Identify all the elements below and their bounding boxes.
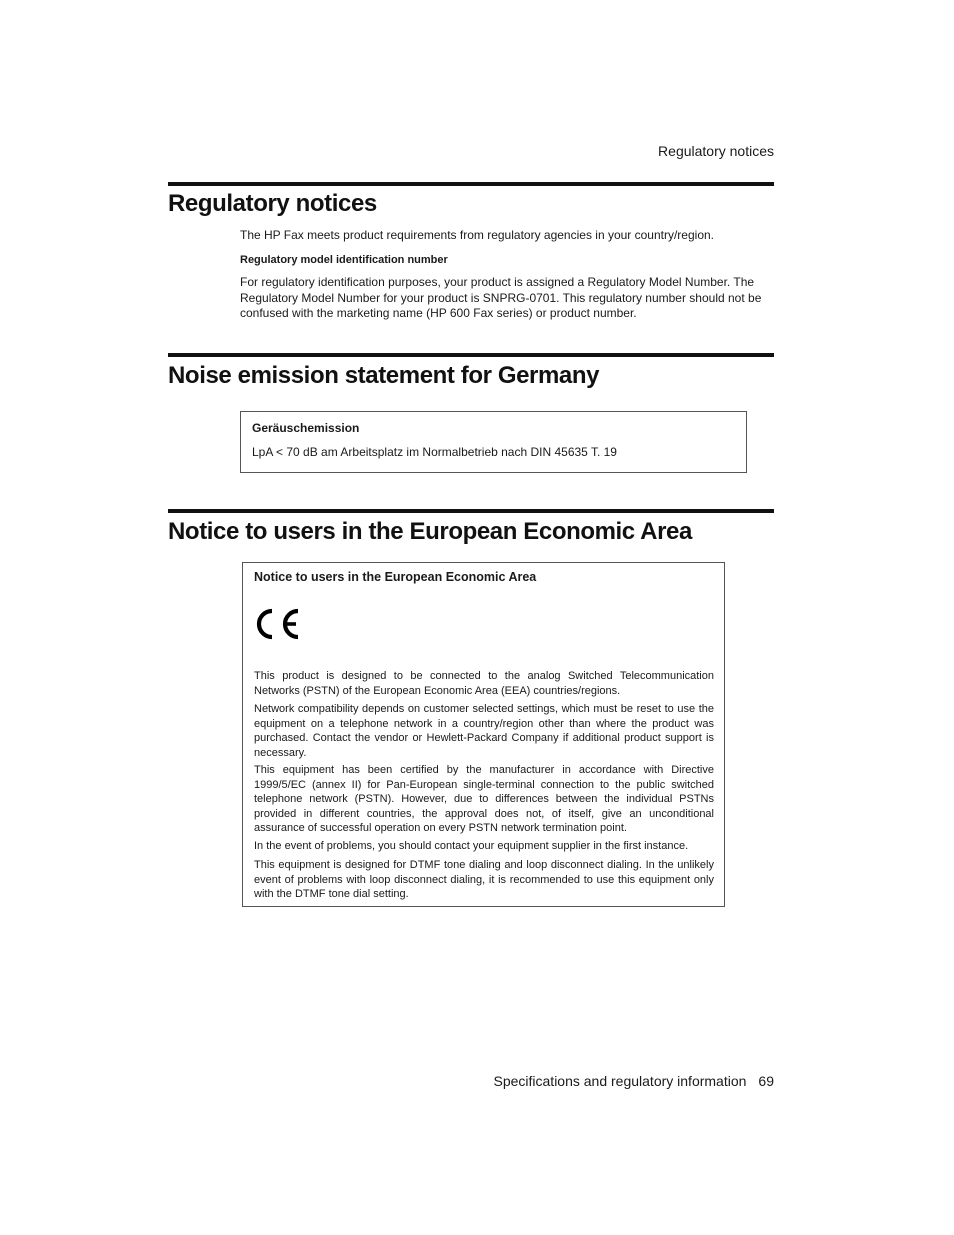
eea-paragraph: In the event of problems, you should contact your equipment supplier in the first instance. — [254, 840, 689, 852]
section-title-regulatory: Regulatory notices — [168, 190, 377, 217]
eea-paragraph: Network compatibility depends on customer selected settings, which must be reset to use the equipment on a telephone network in a country/region other than where the product was purchased. Contact the vendor or Hewlett-Packard Company if additional product support is necessary. — [254, 703, 714, 759]
section-rule — [168, 182, 774, 186]
page-footer — [494, 1073, 775, 1089]
regulatory-intro: The HP Fax meets product requirements from regulatory agencies in your country/region. — [240, 228, 714, 242]
eea-paragraph: This equipment has been certified by the manufacturer in accordance with Directive 1999/5/EC (annex II) for Pan-European single-terminal connection to the public switched telephone network (PSTN). However, due to differences between the individual PSTNs provided in different countries, the approval does not, of itself, give an unconditional assurance of successful operation on every PSTN network termination point. — [254, 764, 714, 834]
germany-box-title: Geräuschemission — [252, 421, 360, 435]
section-title-noise-emission: Noise emission statement for Germany — [168, 362, 600, 389]
eea-box-title: Notice to users in the European Economic Area — [254, 570, 537, 584]
eea-notice-box — [242, 562, 725, 907]
germany-notice-box — [240, 411, 747, 473]
page-number: 69 — [758, 1073, 774, 1089]
section-rule — [168, 509, 774, 513]
germany-box-text: LpA < 70 dB am Arbeitsplatz im Normalbetrieb nach DIN 45635 T. 19 — [252, 445, 617, 459]
section-rule — [168, 353, 774, 357]
regulatory-subheading: Regulatory model identification number — [240, 254, 448, 266]
running-header: Regulatory notices — [658, 143, 774, 159]
regulatory-body: For regulatory identification purposes, your product is assigned a Regulatory Model Number. The Regulatory Model Number for your product is SNPRG-0701. This regulatory number should not be confused with the marketing name (HP 600 Fax series) or product number. — [240, 275, 762, 320]
eea-paragraph: This product is designed to be connected to the analog Switched Telecommunication Networks (PSTN) of the European Economic Area (EEA) countries/regions. — [254, 670, 714, 697]
section-title-eea: Notice to users in the European Economic Area — [168, 518, 692, 545]
eea-paragraph: This equipment is designed for DTMF tone dialing and loop disconnect dialing. In the unlikely event of problems with loop disconnect dialing, it is recommended to use this equipment only with the DTMF tone dial setting. — [254, 859, 714, 900]
ce-mark-icon — [254, 607, 302, 641]
footer-chapter: Specifications and regulatory information — [493, 1073, 747, 1089]
